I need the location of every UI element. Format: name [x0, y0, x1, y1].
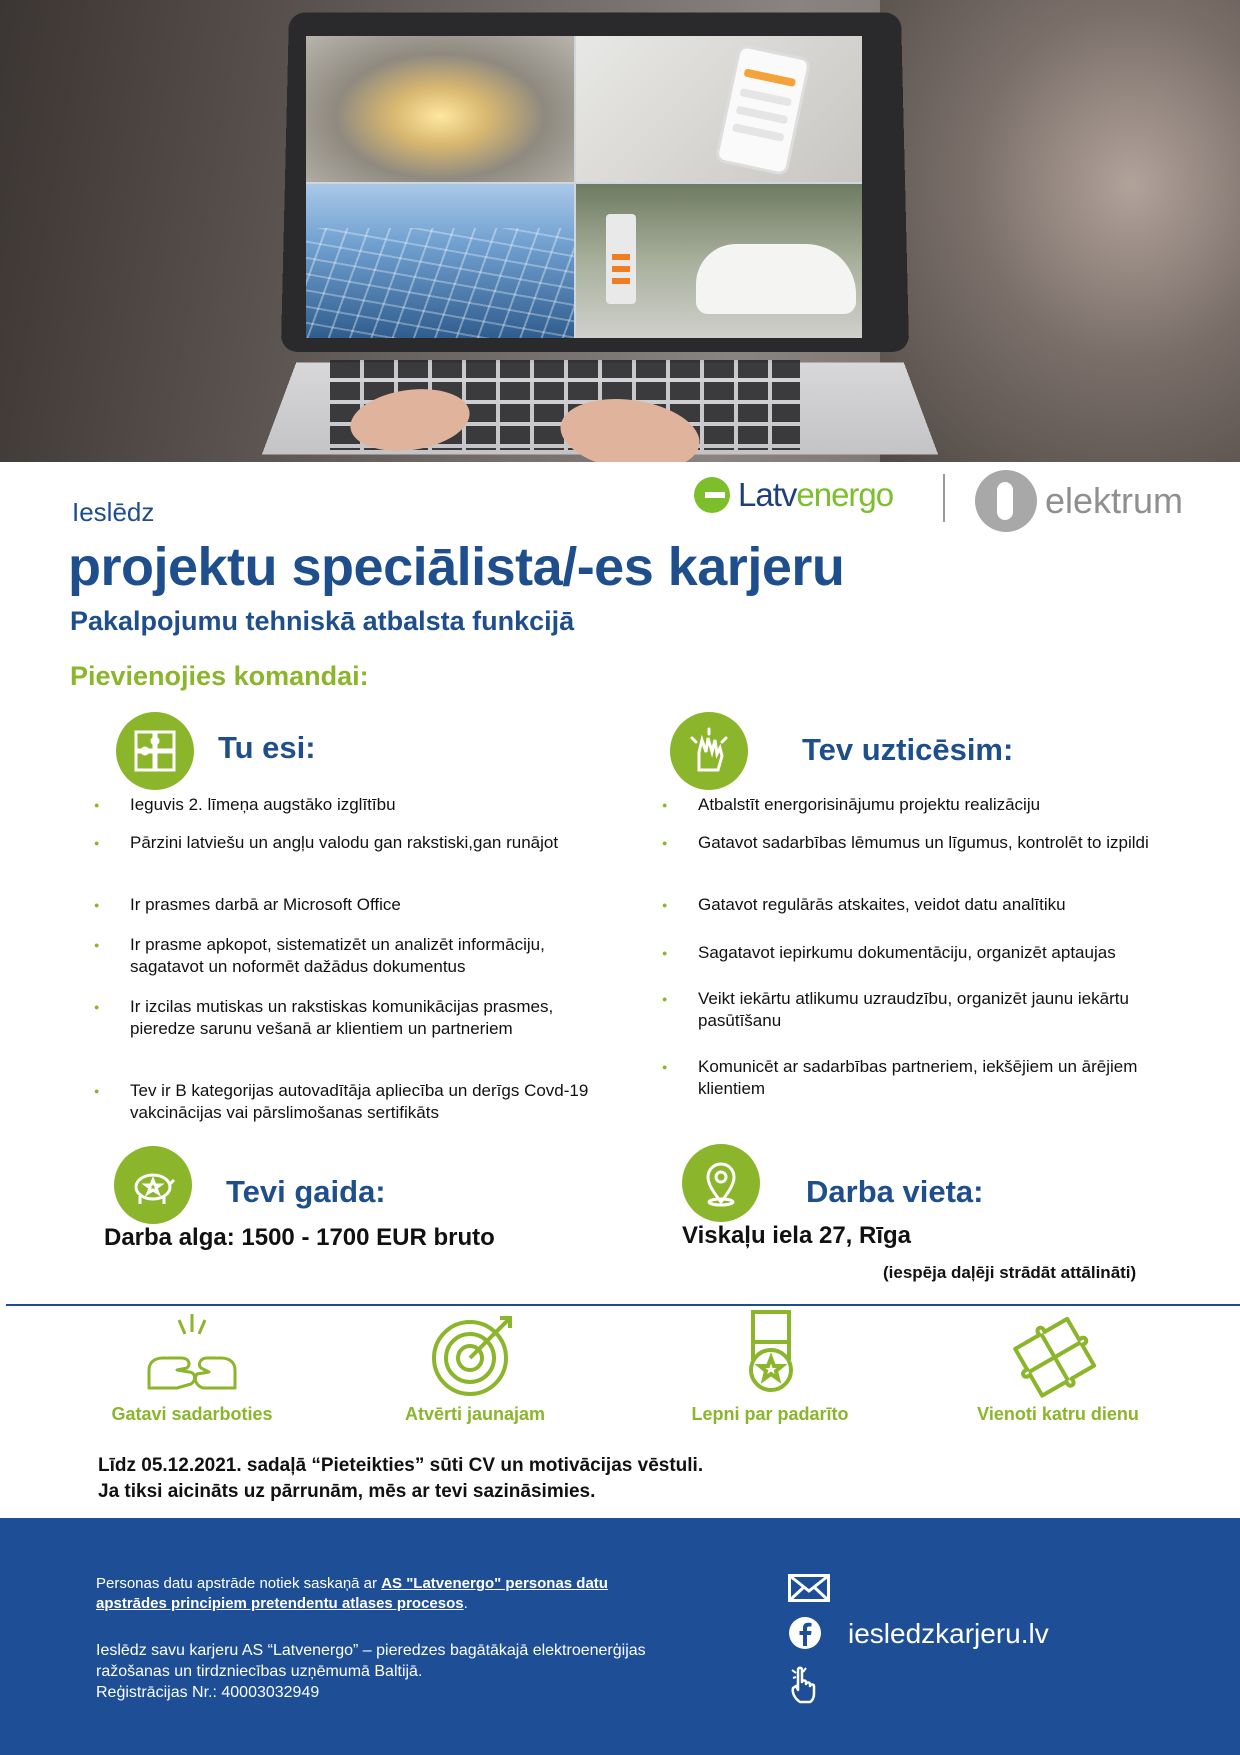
puzzle-icon — [1003, 1308, 1113, 1398]
latvenergo-logo-icon — [694, 477, 730, 513]
about-text: Ieslēdz savu karjeru AS “Latvenergo” – pieredzes bagātākajā elektroenerģijas ražošanas un tirdzniecības uzņēmumā Baltijā. Reģistrācijas Nr.: 40003032949 — [96, 1642, 646, 1701]
list-item: ● Pārzini latviešu un angļu valodu gan rakstiski,gan runājot — [94, 832, 594, 854]
value-united: Vienoti katru dienu — [928, 1308, 1188, 1438]
laptop-screen — [306, 36, 862, 338]
list-item: ● Gatavot sadarbības lēmumus un līgumus, kontrolēt to izpildi — [662, 832, 1162, 854]
pointer-hand-icon[interactable] — [788, 1664, 820, 1709]
list-item: ● Ir izcilas mutiskas un rakstiskas komunikācijas prasmes, pieredze sarunu vešanā ar klientiem un partneriem — [94, 996, 574, 1040]
join-heading: Pievienojies komandai: — [70, 661, 369, 691]
you-are-heading: Tu esi: — [218, 730, 316, 765]
trust-heading: Tev uzticēsim: — [802, 732, 1014, 767]
list-item: ● Ir prasme apkopot, sistematizēt un analizēt informāciju, sagatavot un noformēt dažādus dokumentus — [94, 934, 604, 978]
salary-text: Darba alga: 1500 - 1700 EUR bruto — [104, 1224, 495, 1251]
section-divider — [6, 1304, 1240, 1306]
lamp-photo — [306, 36, 574, 182]
email-icon[interactable] — [788, 1574, 830, 1607]
privacy-link[interactable]: AS "Latvenergo" personas datu apstrādes principiem pretendentu atlases procesos — [96, 1575, 608, 1612]
smartphone-photo — [576, 36, 862, 182]
list-item: ● Sagatavot iepirkumu dokumentāciju, organizēt aptaujas — [662, 942, 1182, 964]
remote-note: (iespēja daļēji strādāt attālināti) — [883, 1263, 1137, 1282]
ev-charging-photo — [576, 184, 862, 338]
list-item: ● Komunicēt ar sadarbības partneriem, iekšējiem un ārējiem klientiem — [662, 1056, 1152, 1100]
list-item: ● Atbalstīt energorisinājumu projektu realizāciju — [662, 794, 1040, 816]
address-text: Viskaļu iela 27, Rīga — [682, 1222, 912, 1249]
target-icon — [420, 1308, 530, 1398]
job-title: projektu speciālista/-es karjeru — [68, 537, 845, 597]
hero-image — [0, 0, 1240, 462]
workplace-heading: Darba vieta: — [806, 1174, 984, 1209]
list-item: ● Ir prasmes darbā ar Microsoft Office — [94, 894, 401, 916]
latvenergo-logo: Latvenergo — [694, 476, 893, 514]
value-collaboration: Gatavi sadarboties — [62, 1308, 322, 1438]
privacy-note: Personas datu apstrāde notiek saskaņā ar AS "Latvenergo" personas datu apstrādes principiem pretendentu atlases procesos. — [96, 1575, 608, 1612]
medal-icon — [715, 1308, 825, 1398]
location-pin-icon — [682, 1144, 760, 1222]
intro-text: Ieslēdz — [72, 497, 155, 527]
list-item: ● Tev ir B kategorijas autovadītāja apliecība un derīgs Covd-19 vakcinācijas vai pārslimošanas sertifikāts — [94, 1080, 594, 1124]
solar-panels-photo — [306, 184, 574, 338]
logo-divider — [943, 474, 945, 522]
footer — [0, 1518, 1240, 1755]
list-item: ● Ieguvis 2. līmeņa augstāko izglītību — [94, 794, 396, 816]
collaboration-icon — [137, 1308, 247, 1398]
puzzle-badge-icon — [116, 712, 194, 790]
value-open: Atvērti jaunajam — [345, 1308, 605, 1438]
website-link[interactable]: iesledzkarjeru.lv — [848, 1618, 1049, 1649]
value-proud: Lepni par padarīto — [640, 1308, 900, 1438]
facebook-icon[interactable] — [788, 1616, 822, 1655]
job-subtitle: Pakalpojumu tehniskā atbalsta funkcijā — [70, 606, 575, 636]
elektrum-logo-icon — [975, 470, 1037, 532]
deadline-text: Līdz 05.12.2021. sadaļā “Pieteikties” sūti CV un motivācijas vēstuli. Ja tiksi aicināts uz pārrunām, mēs ar tevi sazināsimies. — [98, 1455, 704, 1502]
list-item: ● Veikt iekārtu atlikumu uzraudzību, organizēt jaunu iekārtu pasūtīšanu — [662, 988, 1152, 1032]
elektrum-logo: elektrum — [975, 470, 1183, 532]
piggy-bank-icon — [114, 1146, 192, 1224]
list-item: ● Gatavot regulārās atskaites, veidot datu analītiku — [662, 894, 1066, 916]
offer-heading: Tevi gaida: — [226, 1174, 386, 1209]
hand-badge-icon — [670, 712, 748, 790]
